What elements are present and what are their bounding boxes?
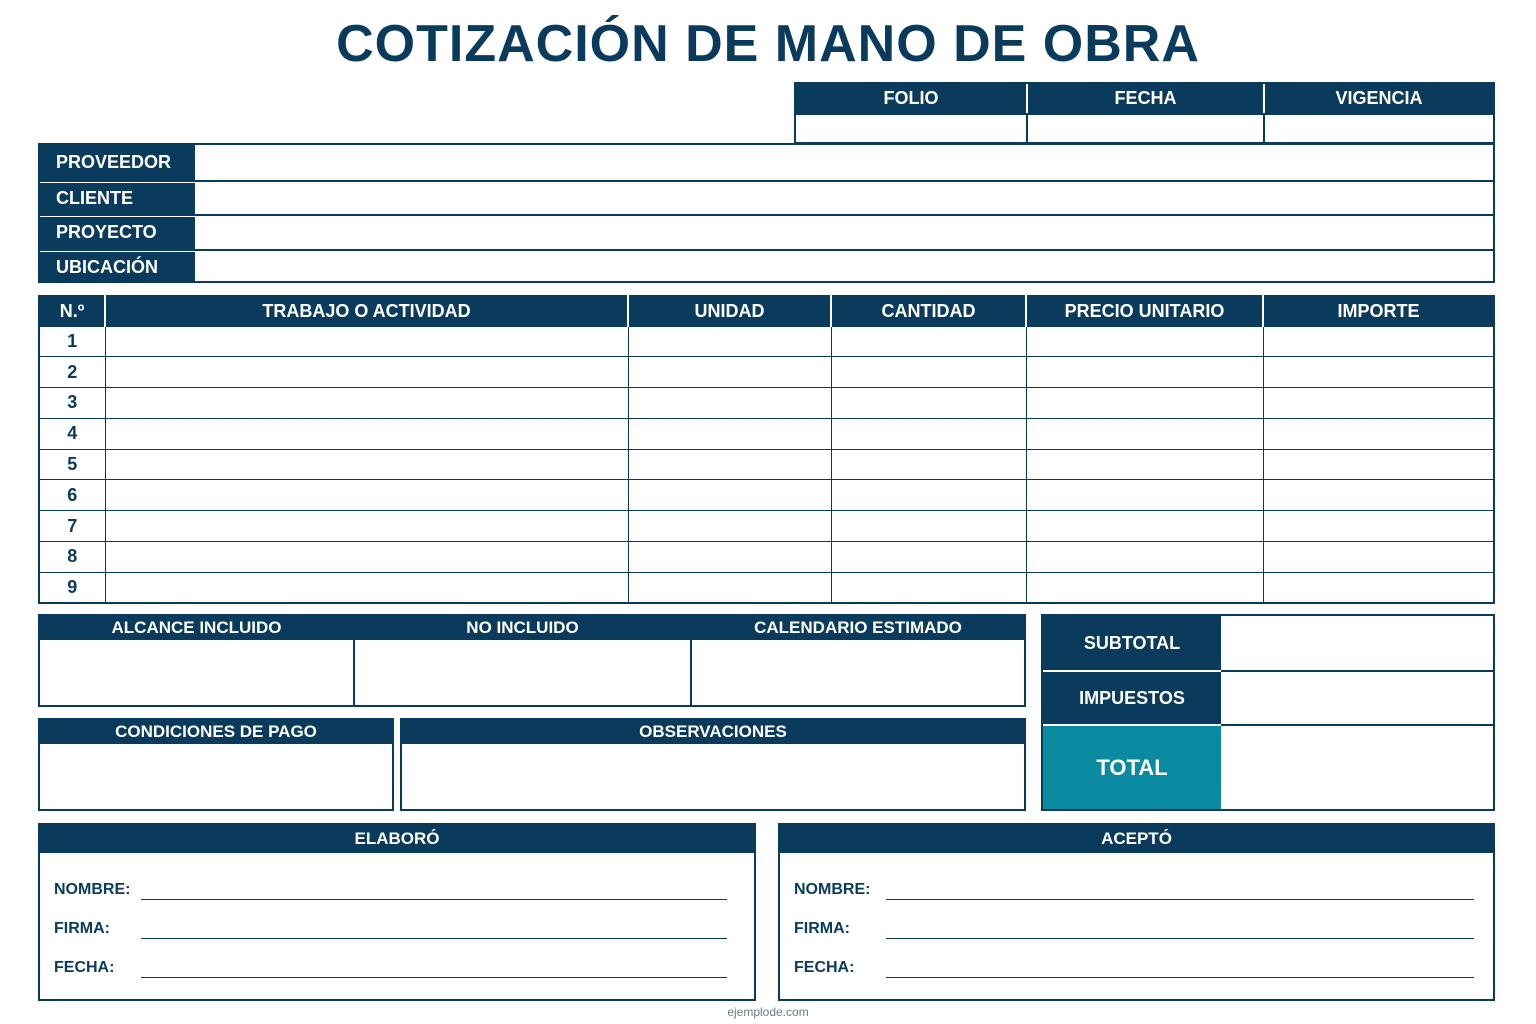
elaboro-nombre-line[interactable] (141, 899, 727, 900)
cliente-field[interactable] (195, 182, 1493, 215)
importe-cell[interactable] (1263, 449, 1494, 480)
no-incluido-header: NO INCLUIDO (355, 616, 690, 640)
trabajo-cell[interactable] (105, 511, 628, 542)
meta-table (794, 82, 1495, 144)
trabajo-cell[interactable] (105, 449, 628, 480)
cantidad-cell[interactable] (831, 388, 1026, 419)
proveedor-label: PROVEEDOR (40, 145, 195, 180)
cantidad-cell[interactable] (831, 572, 1026, 603)
alcance-incluido-header: ALCANCE INCLUIDO (40, 616, 353, 640)
importe-cell[interactable] (1263, 542, 1494, 573)
acepto-box (778, 823, 1495, 1001)
trabajo-cell[interactable] (105, 480, 628, 511)
importe-cell[interactable] (1263, 326, 1494, 357)
table-row (39, 572, 1494, 603)
table-row (39, 357, 1494, 388)
acepto-firma-label: FIRMA: (794, 920, 850, 937)
importe-cell[interactable] (1263, 388, 1494, 419)
table-row (39, 511, 1494, 542)
row-number: 3 (39, 388, 105, 419)
precio-unitario-cell[interactable] (1026, 511, 1263, 542)
elaboro-header: ELABORÓ (40, 825, 754, 853)
cantidad-cell[interactable] (831, 542, 1026, 573)
vigencia-header: VIGENCIA (1263, 84, 1493, 113)
items-table (38, 295, 1495, 604)
cantidad-cell[interactable] (831, 357, 1026, 388)
col-importe: IMPORTE (1263, 296, 1494, 326)
subtotal-label: SUBTOTAL (1043, 616, 1221, 670)
acepto-firma-line[interactable] (886, 938, 1474, 939)
folio-field[interactable] (796, 113, 1026, 142)
footer-site: ejemplode.com (727, 1005, 809, 1019)
cantidad-cell[interactable] (831, 480, 1026, 511)
calendario-header: CALENDARIO ESTIMADO (692, 616, 1024, 640)
table-row (39, 418, 1494, 449)
unidad-cell[interactable] (628, 326, 831, 357)
scope-section (38, 614, 1026, 707)
precio-unitario-cell[interactable] (1026, 388, 1263, 419)
col-numero: N.º (39, 296, 105, 326)
trabajo-cell[interactable] (105, 357, 628, 388)
precio-unitario-cell[interactable] (1026, 572, 1263, 603)
importe-cell[interactable] (1263, 357, 1494, 388)
importe-cell[interactable] (1263, 572, 1494, 603)
row-number: 7 (39, 511, 105, 542)
acepto-fecha-label: FECHA: (794, 959, 855, 976)
table-row (39, 326, 1494, 357)
elaboro-firma-line[interactable] (141, 938, 727, 939)
proyecto-label: PROYECTO (40, 216, 195, 249)
cantidad-cell[interactable] (831, 511, 1026, 542)
precio-unitario-cell[interactable] (1026, 357, 1263, 388)
no-incluido-box (353, 616, 690, 705)
cantidad-cell[interactable] (831, 449, 1026, 480)
info-row-ubicacion (40, 249, 1493, 284)
col-cantidad: CANTIDAD (831, 296, 1026, 326)
trabajo-cell[interactable] (105, 326, 628, 357)
alcance-incluido-box (40, 616, 353, 705)
info-row-cliente (40, 180, 1493, 215)
elaboro-box (38, 823, 756, 1001)
row-number: 9 (39, 572, 105, 603)
precio-unitario-cell[interactable] (1026, 449, 1263, 480)
acepto-nombre-label: NOMBRE: (794, 881, 871, 898)
impuestos-field[interactable] (1221, 670, 1493, 724)
table-row (39, 480, 1494, 511)
acepto-fecha-line[interactable] (886, 977, 1474, 978)
precio-unitario-cell[interactable] (1026, 326, 1263, 357)
row-number: 6 (39, 480, 105, 511)
info-table (38, 143, 1495, 283)
info-row-proyecto (40, 214, 1493, 249)
row-number: 1 (39, 326, 105, 357)
cantidad-cell[interactable] (831, 418, 1026, 449)
table-row (39, 542, 1494, 573)
importe-cell[interactable] (1263, 511, 1494, 542)
unidad-cell[interactable] (628, 511, 831, 542)
trabajo-cell[interactable] (105, 418, 628, 449)
unidad-cell[interactable] (628, 418, 831, 449)
vigencia-field[interactable] (1263, 113, 1493, 142)
fecha-field[interactable] (1026, 113, 1263, 142)
unidad-cell[interactable] (628, 388, 831, 419)
impuestos-label: IMPUESTOS (1043, 670, 1221, 724)
row-number: 8 (39, 542, 105, 573)
importe-cell[interactable] (1263, 418, 1494, 449)
acepto-header: ACEPTÓ (780, 825, 1493, 853)
col-unidad: UNIDAD (628, 296, 831, 326)
observaciones-header: OBSERVACIONES (402, 720, 1024, 744)
precio-unitario-cell[interactable] (1026, 418, 1263, 449)
elaboro-fecha-line[interactable] (141, 977, 727, 978)
total-field[interactable] (1221, 724, 1493, 809)
importe-cell[interactable] (1263, 480, 1494, 511)
cliente-label: CLIENTE (40, 182, 195, 215)
table-row (39, 449, 1494, 480)
proveedor-field[interactable] (195, 145, 1493, 180)
calendario-box (690, 616, 1024, 705)
precio-unitario-cell[interactable] (1026, 542, 1263, 573)
col-trabajo: TRABAJO O ACTIVIDAD (105, 296, 628, 326)
items-header-row (39, 296, 1494, 326)
elaboro-fecha-label: FECHA: (54, 959, 115, 976)
condiciones-pago-header: CONDICIONES DE PAGO (40, 720, 392, 744)
cantidad-cell[interactable] (831, 326, 1026, 357)
unidad-cell[interactable] (628, 449, 831, 480)
page-title: COTIZACIÓN DE MANO DE OBRA (336, 15, 1200, 73)
trabajo-cell[interactable] (105, 572, 628, 603)
table-row (39, 388, 1494, 419)
trabajo-cell[interactable] (105, 388, 628, 419)
row-number: 2 (39, 357, 105, 388)
acepto-nombre-line[interactable] (886, 899, 1474, 900)
proyecto-field[interactable] (195, 216, 1493, 249)
trabajo-cell[interactable] (105, 542, 628, 573)
elaboro-firma-label: FIRMA: (54, 920, 110, 937)
total-label: TOTAL (1043, 724, 1221, 809)
row-number: 4 (39, 418, 105, 449)
folio-header: FOLIO (796, 84, 1026, 113)
ubicacion-field[interactable] (195, 251, 1493, 284)
observaciones-box[interactable] (400, 718, 1026, 811)
unidad-cell[interactable] (628, 572, 831, 603)
elaboro-nombre-label: NOMBRE: (54, 881, 131, 898)
unidad-cell[interactable] (628, 357, 831, 388)
col-precio-unitario: PRECIO UNITARIO (1026, 296, 1263, 326)
totals-table (1041, 614, 1495, 811)
subtotal-field[interactable] (1221, 616, 1493, 670)
unidad-cell[interactable] (628, 542, 831, 573)
unidad-cell[interactable] (628, 480, 831, 511)
fecha-header: FECHA (1026, 84, 1263, 113)
precio-unitario-cell[interactable] (1026, 480, 1263, 511)
ubicacion-label: UBICACIÓN (40, 251, 195, 284)
row-number: 5 (39, 449, 105, 480)
condiciones-pago-box[interactable] (38, 718, 394, 811)
info-row-proveedor (40, 145, 1493, 180)
